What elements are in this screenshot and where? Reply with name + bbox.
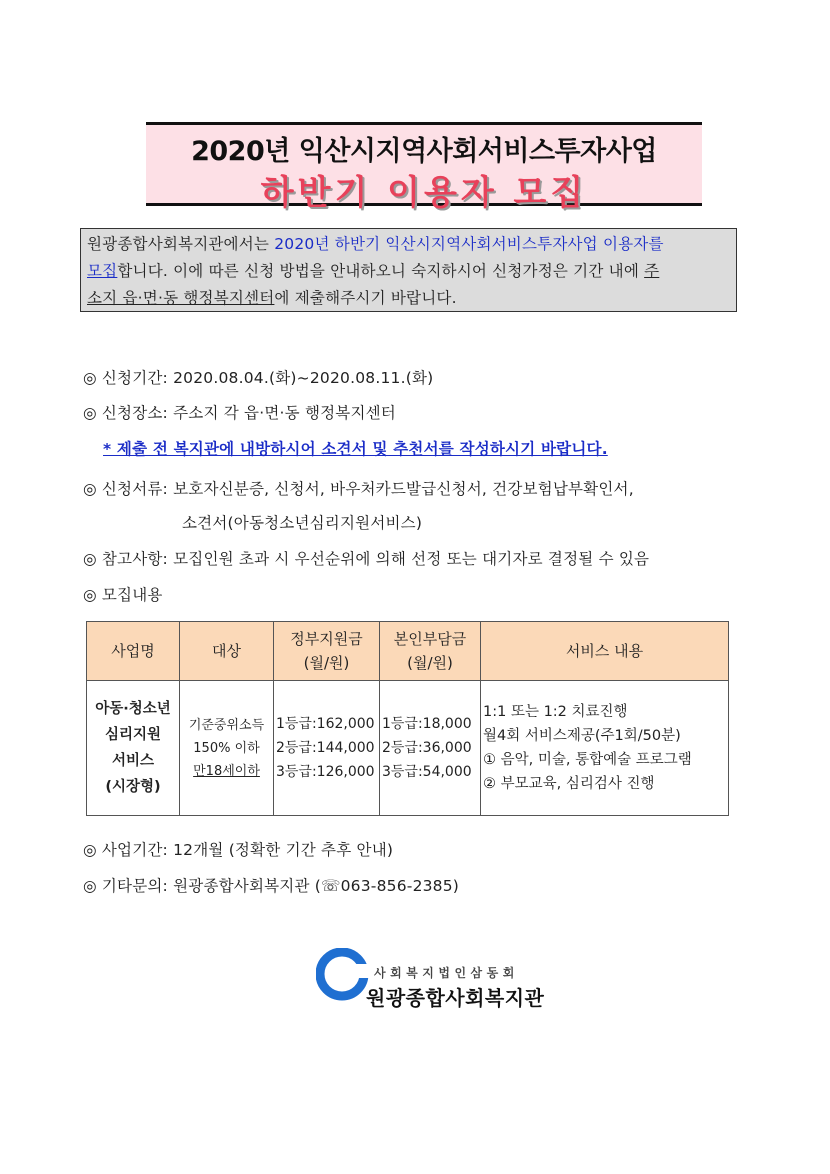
header-self <box>380 622 481 681</box>
organization-logo <box>316 946 546 1012</box>
cell-self-line: 1등급:18,000 <box>382 716 472 732</box>
cell-name-line: 서비스 <box>111 753 155 769</box>
header-gov-line1: 정부지원금 <box>290 630 363 648</box>
cell-self-line: 3등급:54,000 <box>382 764 472 780</box>
intro-notice <box>80 228 737 312</box>
intro-text-1: 원광종합사회복지관에서는 <box>87 235 275 253</box>
cell-target <box>180 681 274 816</box>
header-target: 대상 <box>180 622 274 681</box>
logo-subtitle: 사회복지법인삼동회 <box>374 966 519 980</box>
cell-target-line: 150% 이하 <box>193 740 260 756</box>
application-place: ◎ 신청장소: 주소지 각 읍·면·동 행정복지센터 <box>83 404 396 422</box>
logo-name: 원광종합사회복지관 <box>366 986 545 1010</box>
project-duration: ◎ 사업기간: 12개월 (정확한 기간 추후 안내) <box>83 841 394 859</box>
cell-desc-line: ② 부모교육, 심리검사 진행 <box>483 776 655 792</box>
title-banner <box>146 122 702 213</box>
cell-self-line: 2등급:36,000 <box>382 740 472 756</box>
intro-text-3: 모집 <box>87 262 118 280</box>
intro-text-5: 주 <box>644 262 660 280</box>
header-self-line2: (월/원) <box>407 654 453 672</box>
cell-gov-line: 2등급:144,000 <box>276 740 375 756</box>
table-header-row <box>87 622 729 681</box>
page-title: 2020년 익산시지역사회서비스투자사업 <box>191 136 657 167</box>
contact-info: ◎ 기타문의: 원광종합사회복지관 (☏063-856-2385) <box>83 877 460 895</box>
intro-text-6: 소지 읍·면·동 행정복지센터 <box>87 289 275 307</box>
required-documents: ◎ 신청서류: 보호자신분증, 신청서, 바우처카드발급신청서, 건강보험납부확인서, <box>83 480 634 498</box>
header-desc: 서비스 내용 <box>481 622 729 681</box>
required-documents-cont: 소견서(아동청소년심리지원서비스) <box>182 514 423 532</box>
page-subtitle: 하반기 이용자 모집 <box>260 173 588 213</box>
cell-target-line: 기준중위소득 <box>188 717 265 733</box>
cell-name-line: 심리지원 <box>104 727 162 743</box>
reference-note: ◎ 참고사항: 모집인원 초과 시 우선순위에 의해 선정 또는 대기자로 결정될 수 있음 <box>83 550 650 568</box>
header-gov <box>274 622 380 681</box>
header-self-line1: 본인부담금 <box>393 630 467 648</box>
cell-desc-line: 1:1 또는 1:2 치료진행 <box>483 704 628 720</box>
cell-gov-line: 1등급:162,000 <box>276 716 375 732</box>
cell-desc-line: 월4회 서비스제공(주1회/50분) <box>483 728 681 744</box>
header-name: 사업명 <box>87 622 180 681</box>
cell-name-line: (시장형) <box>105 779 161 795</box>
cell-name <box>87 681 180 816</box>
service-table <box>86 621 729 816</box>
header-gov-line2: (월/원) <box>303 654 350 672</box>
cell-self <box>380 681 481 816</box>
intro-text-7: 에 제출해주시기 바랍니다. <box>274 289 457 307</box>
application-period: ◎ 신청기간: 2020.08.04.(화)~2020.08.11.(화) <box>83 369 434 387</box>
cell-desc-line: ① 음악, 미술, 통합예술 프로그램 <box>483 752 692 768</box>
recruit-content-label: ◎ 모집내용 <box>83 586 163 604</box>
submission-note: * 제출 전 복지관에 내방하시어 소견서 및 추천서를 작성하시기 바랍니다. <box>103 440 608 458</box>
intro-text-2: 2020년 하반기 익산시지역사회서비스투자사업 이용자를 <box>274 235 664 253</box>
intro-text-4: 합니다. 이에 따른 신청 방법을 안내하오니 숙지하시어 신청가정은 기간 내에 <box>117 262 645 280</box>
cell-desc <box>481 681 729 816</box>
cell-name-line: 아동·청소년 <box>95 701 171 717</box>
cell-target-line: 만18세이하 <box>193 763 260 779</box>
table-row <box>87 681 729 816</box>
cell-gov-line: 3등급:126,000 <box>276 764 375 780</box>
cell-gov <box>274 681 380 816</box>
